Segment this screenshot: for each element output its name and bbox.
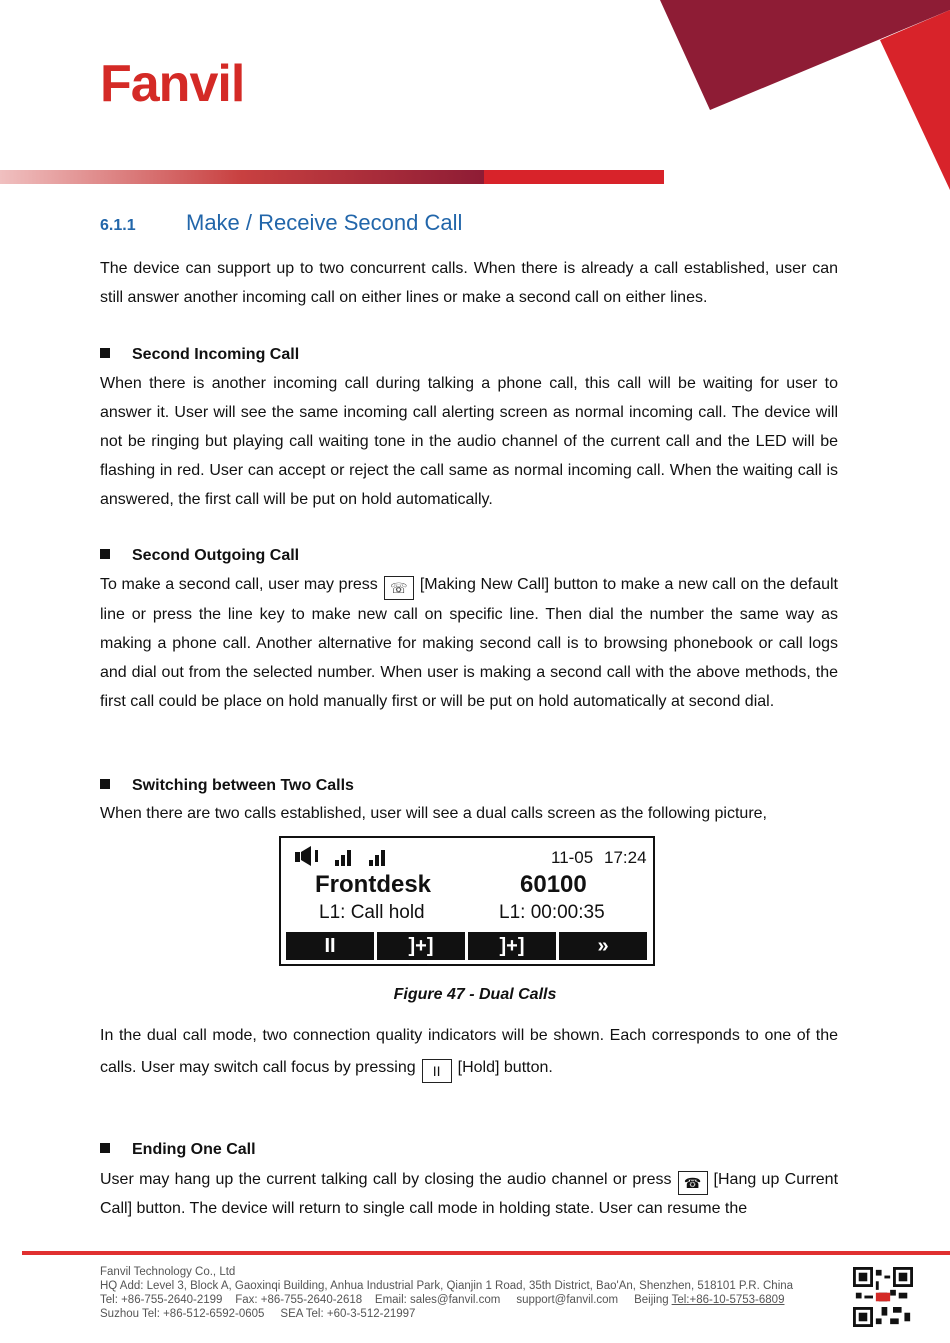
bullet-square-icon xyxy=(100,1143,110,1153)
footer xyxy=(100,1265,793,1321)
fanvil-logo: Fanvil xyxy=(100,55,245,113)
beijing-tel-link[interactable]: Tel:+86-10-5753-6809 xyxy=(671,1294,785,1306)
footer-contacts xyxy=(100,1293,793,1307)
text-run: [Hang up Current Call] button. The device will return to single call mode in holding state. User can resume the xyxy=(100,1171,839,1217)
figure-caption: Figure 47 - Dual Calls xyxy=(393,986,557,1003)
screen-date: 11-05 xyxy=(551,848,594,867)
new-call-icon: ☏ xyxy=(384,576,414,600)
section-title: Make / Receive Second Call xyxy=(186,210,463,235)
section-number: 6.1.1 xyxy=(100,217,136,234)
call2-name: 60100 xyxy=(520,871,587,898)
ending-paragraph xyxy=(100,1166,838,1222)
dual-mode-paragraph xyxy=(100,1020,838,1084)
bullet-heading: Second Incoming Call xyxy=(132,346,300,363)
softkey-conference[interactable]: ]+] xyxy=(468,932,556,960)
dual-call-screen xyxy=(279,836,655,966)
call1-status: L1: Call hold xyxy=(319,902,425,923)
footer-suzhou: Suzhou Tel: +86-512-6592-0605 SEA Tel: +60-3-512-21997 xyxy=(100,1308,416,1320)
footer-address: HQ Add: Level 3, Block A, Gaoxinqi Building, Anhua Industrial Park, Qianjin 1 Road, 35th District, Bao'An, Shenzhen, 518101 P.R. China xyxy=(100,1280,794,1292)
bullet-switching xyxy=(100,771,354,800)
footer-company: Fanvil Technology Co., Ltd xyxy=(100,1266,236,1278)
text-run: [Making New Call] button to make a new call on the default line or press the line key to make new call on specific line. Then dial the number the same way as making a phone call. Another alternative for making second call is to browsing phonebook or call logs and dial out from the selected number. When user is making a second call with the above methods, the first call could be place on hold manually first or will be put on hold automatically at second dial. xyxy=(100,576,838,710)
second-outgoing-paragraph xyxy=(100,570,838,716)
text-run: In the dual call mode, two connection quality indicators will be shown. Each corresponds to one of the calls. User may switch call focus by pressing xyxy=(100,1027,838,1076)
bullet-ending xyxy=(100,1135,256,1164)
bullet-second-incoming xyxy=(100,340,299,369)
intro-paragraph: The device can support up to two concurrent calls. When there is already a call established, user can still answer another incoming call on either lines or make a second call on either lines. xyxy=(100,260,838,306)
switching-paragraph: When there are two calls established, user will see a dual calls screen as the following picture, xyxy=(100,805,767,822)
text-run: [Hold] button. xyxy=(457,1059,553,1076)
bullet-square-icon xyxy=(100,549,110,559)
bullet-heading: Second Outgoing Call xyxy=(132,547,300,564)
footer-contacts-text: Tel: +86-755-2640-2199 Fax: +86-755-2640-2618 Email: sales@fanvil.com support@fanvil.com Beijing xyxy=(100,1294,672,1306)
bullet-heading: Switching between Two Calls xyxy=(132,777,354,794)
softkey-transfer[interactable]: ]+] xyxy=(377,932,465,960)
text-run: To make a second call, user may press xyxy=(100,576,378,593)
signal-icons xyxy=(295,844,405,868)
softkey-hold[interactable]: II xyxy=(286,932,374,960)
section-heading xyxy=(100,210,462,236)
qr-code xyxy=(853,1267,913,1327)
hang-up-icon: ☎ xyxy=(678,1171,708,1195)
softkey-more[interactable]: » xyxy=(559,932,647,960)
footer-divider xyxy=(22,1251,950,1255)
hold-icon: II xyxy=(422,1059,452,1083)
bullet-second-outgoing xyxy=(100,541,299,570)
bullet-heading: Ending One Call xyxy=(132,1141,256,1158)
corner-decoration xyxy=(650,0,950,200)
header-bar xyxy=(0,170,664,184)
call2-status: L1: 00:00:35 xyxy=(499,902,605,923)
screen-time: 17:24 xyxy=(604,848,647,867)
bullet-square-icon xyxy=(100,779,110,789)
call1-name: Frontdesk xyxy=(315,871,432,898)
text-run: User may hang up the current talking call by closing the audio channel or press xyxy=(100,1171,672,1188)
bullet-square-icon xyxy=(100,348,110,358)
second-incoming-paragraph: When there is another incoming call during talking a phone call, this call will be waiting for user to answer it. User will see the same incoming call alerting screen as normal incoming call. The device will not be ringing but playing call waiting tone in the audio channel of the current call and the LED will be flashing in red. User can accept or reject the call same as normal incoming call. When the waiting call is answered, the first call will be put on hold automatically. xyxy=(100,375,838,508)
